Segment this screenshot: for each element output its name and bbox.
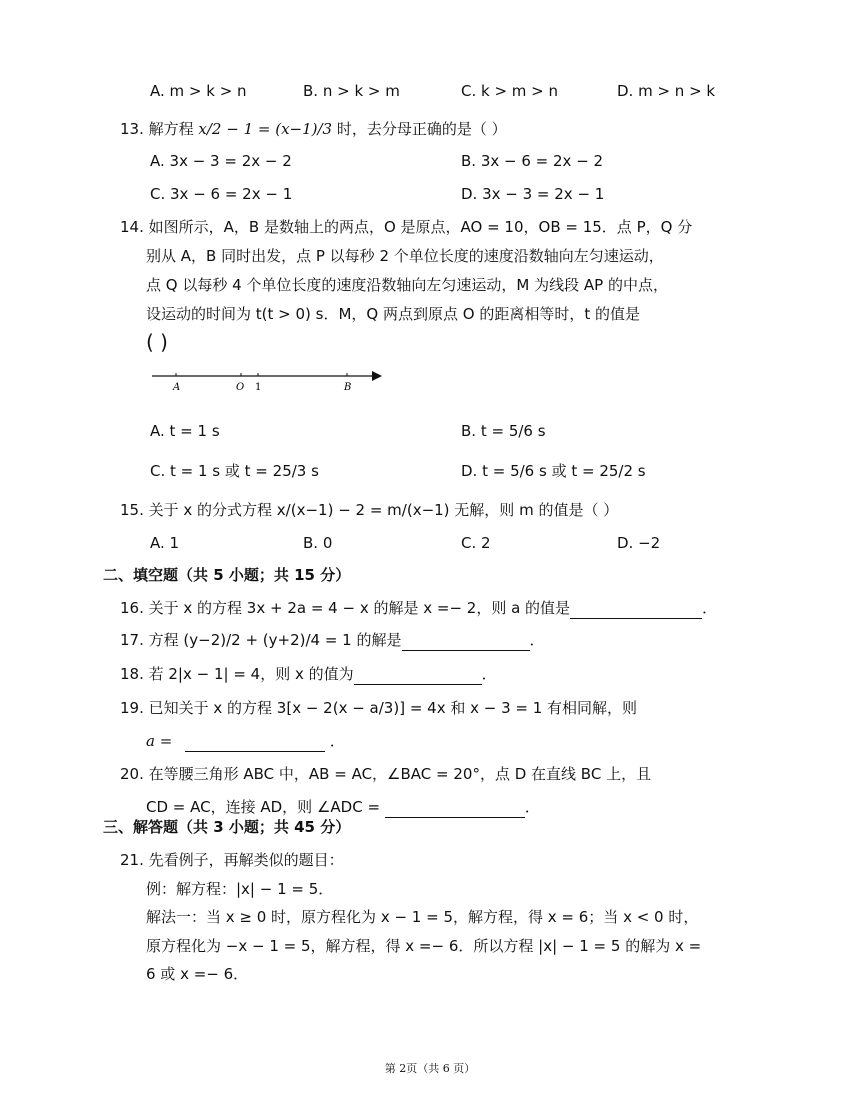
q13-option-c: C. 3x − 6 = 2x − 1 — [150, 185, 293, 203]
q20-text: CD = AC，连接 AD，则 ∠ADC = — [146, 798, 381, 816]
q14-line-2: 别从 A，B 同时出发，点 P 以每秒 2 个单位长度的速度沿数轴向左匀速运动， — [146, 247, 664, 265]
axis-label-b: B — [344, 382, 352, 393]
q17-answer-blank[interactable] — [402, 634, 530, 651]
q14-line-3: 点 Q 以每秒 4 个单位长度的速度沿数轴向左匀速运动，M 为线段 AP 的中点， — [146, 276, 668, 294]
q14-option-c: C. t = 1 s 或 t = 25/3 s — [150, 462, 319, 480]
q14-line-1: 14. 如图所示，A，B 是数轴上的两点，O 是原点，AO = 10，OB = 15．点 P，Q 分 — [120, 218, 693, 236]
axis-label-o: O — [236, 382, 245, 393]
q14-option-a: A. t = 1 s — [150, 422, 220, 440]
q14-option-b: B. t = 5/6 s — [461, 422, 546, 440]
q13-suffix: 时，去分母正确的是（ ） — [336, 120, 507, 138]
section-fill-in-heading: 二、填空题（共 5 小题；共 15 分） — [103, 566, 351, 584]
q19-line-2: a = ． — [146, 732, 345, 750]
axis-label-a: A — [173, 382, 181, 393]
q18-answer-blank[interactable] — [354, 668, 482, 685]
q21-line-3: 解法一：当 x ≥ 0 时，原方程化为 x − 1 = 5，解方程，得 x = 6；当 x < 0 时， — [146, 908, 699, 926]
q17: 17. 方程 (y−2)/2 + (y+2)/4 = 1 的解是 ． — [120, 631, 545, 649]
q19-line-1: 19. 已知关于 x 的方程 3[x − 2(x − a/3)] = 4x 和 x − 3 = 1 有相同解，则 — [120, 699, 638, 717]
q18-text: 18. 若 2|x − 1| = 4，则 x 的值为 — [120, 665, 354, 683]
q15-option-c: C. 2 — [461, 534, 491, 552]
q15-option-a: A. 1 — [150, 534, 180, 552]
q19-text: a = — [146, 732, 173, 750]
section-solution-heading: 三、解答题（共 3 小题；共 45 分） — [103, 818, 351, 836]
q21-line-5: 6 或 x =− 6． — [146, 965, 249, 983]
q13-option-d: D. 3x − 3 = 2x − 1 — [461, 185, 605, 203]
q12-option-a: A. m > k > n — [150, 82, 247, 100]
q15-stem: 15. 关于 x 的分式方程 x/(x−1) − 2 = m/(x−1) 无解，则 m 的值是（ ） — [120, 501, 619, 519]
q20-line-1: 20. 在等腰三角形 ABC 中，AB = AC，∠BAC = 20°，点 D 在直线 BC 上，且 — [120, 765, 652, 783]
page-footer: 第 2页（共 6 页） — [384, 1062, 476, 1075]
q15-option-d: D. −2 — [617, 534, 661, 552]
q13-prefix: 13. 解方程 — [120, 120, 194, 138]
q14-line-4: 设运动的时间为 t(t > 0) s．M，Q 两点到原点 O 的距离相等时，t 的值是 — [146, 305, 640, 323]
q12-option-d: D. m > n > k — [617, 82, 716, 100]
q13-stem — [120, 118, 507, 140]
q18: 18. 若 2|x − 1| = 4，则 x 的值为 ． — [120, 665, 497, 683]
q13-equation: x/2 − 1 = (x−1)/3 — [198, 120, 333, 138]
number-line-arrow-icon — [372, 371, 382, 381]
q14-line-5: ( ) — [146, 330, 168, 354]
q14-option-d: D. t = 5/6 s 或 t = 25/2 s — [461, 462, 646, 480]
q12-option-c: C. k > m > n — [461, 82, 559, 100]
q21-line-4: 原方程化为 −x − 1 = 5，解方程，得 x =− 6．所以方程 |x| − 1 = 5 的解为 x = — [146, 937, 702, 955]
q15-option-b: B. 0 — [303, 534, 333, 552]
q12-option-b: B. n > k > m — [303, 82, 400, 100]
q13-option-a: A. 3x − 3 = 2x − 2 — [150, 152, 292, 170]
number-line-figure — [148, 364, 388, 394]
axis-label-one: 1 — [255, 382, 262, 393]
q19-answer-blank[interactable] — [185, 735, 325, 752]
q21-line-1: 21. 先看例子，再解类似的题目： — [120, 851, 344, 869]
q20-line-2: CD = AC，连接 AD，则 ∠ADC = ． — [146, 798, 540, 816]
q16: 16. 关于 x 的方程 3x + 2a = 4 − x 的解是 x =− 2，则 a 的值是 ． — [120, 599, 718, 617]
q17-text: 17. 方程 (y−2)/2 + (y+2)/4 = 1 的解是 — [120, 631, 402, 649]
q20-answer-blank[interactable] — [385, 801, 525, 818]
q16-answer-blank[interactable] — [570, 602, 702, 619]
q13-option-b: B. 3x − 6 = 2x − 2 — [461, 152, 604, 170]
q21-line-2: 例：解方程：|x| − 1 = 5． — [146, 880, 334, 898]
q16-text: 16. 关于 x 的方程 3x + 2a = 4 − x 的解是 x =− 2，则 a 的值是 — [120, 599, 571, 617]
